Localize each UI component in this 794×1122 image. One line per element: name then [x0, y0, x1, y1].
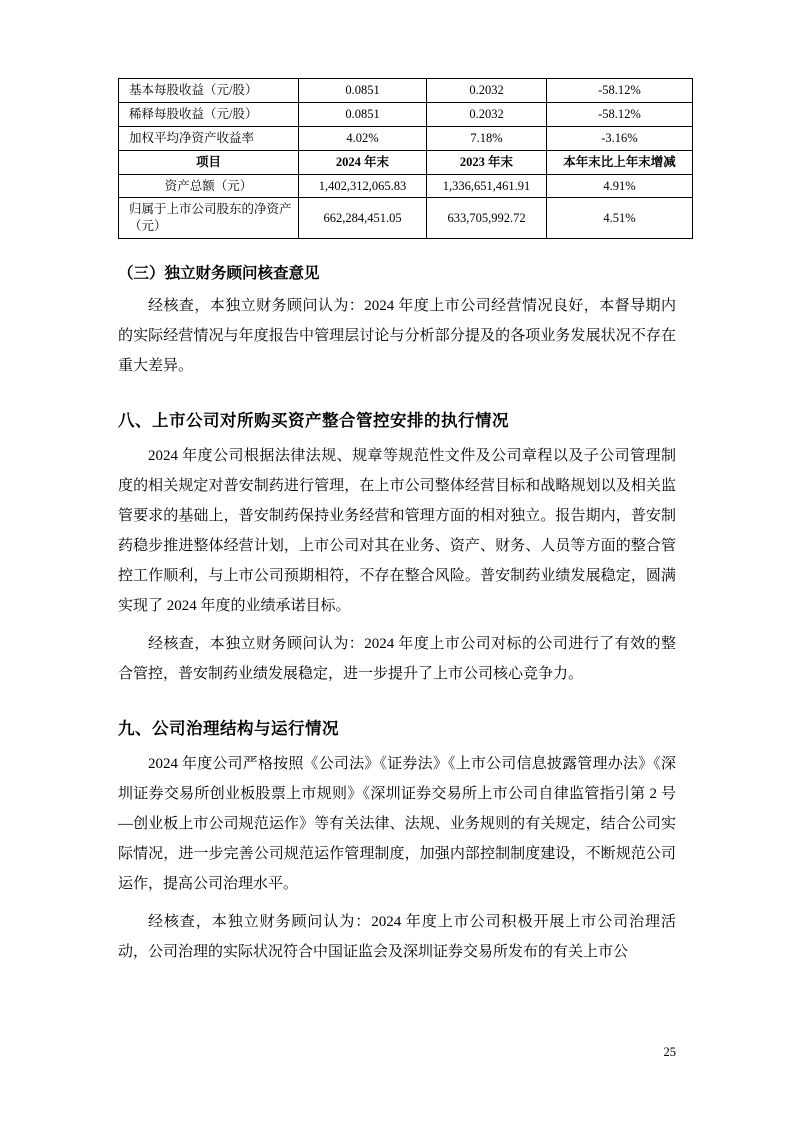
table-cell-label: 稀释每股收益（元/股）: [119, 102, 299, 126]
table-cell-label: 基本每股收益（元/股）: [119, 79, 299, 103]
table-cell-value: 7.18%: [427, 126, 547, 150]
table-cell-value: 633,705,992.72: [427, 198, 547, 239]
table-row: [119, 126, 693, 150]
table-header-row: [119, 150, 693, 174]
table-cell-value: 0.0851: [299, 79, 427, 103]
paragraph: 经核查，本独立财务顾问认为：2024 年度上市公司对标的公司进行了有效的整合管控，普安制药业绩发展稳定，进一步提升了上市公司核心竞争力。: [118, 636, 676, 683]
paragraph: 2024 年度公司严格按照《公司法》《证券法》《上市公司信息披露管理办法》《深圳证券交易所创业板股票上市规则》《深圳证券交易所上市公司自律监管指引第 2 号—创业板上市公司规范运作》等有关法律、法规、业务规则的有关规定，结合公司实际情况，进一步完善公司规范运作管理制度，加强内部控制制度建设，不断规范公司运作，提高公司治理水平。: [118, 756, 676, 893]
section-heading-eight: 八、上市公司对所购买资产整合管控安排的执行情况: [118, 412, 509, 431]
table-cell-value: 0.2032: [427, 102, 547, 126]
table-cell-value: 4.02%: [299, 126, 427, 150]
paragraph: 经核查，本独立财务顾问认为：2024 年度上市公司积极开展上市公司治理活动，公司治理的实际状况符合中国证监会及深圳证券交易所发布的有关上市公: [118, 914, 676, 961]
table-cell-label: 资产总额（元）: [119, 174, 299, 198]
table-header-cell: 本年末比上年末增减: [547, 150, 693, 174]
table-cell-value: -58.12%: [547, 102, 693, 126]
table-cell-value: 1,336,651,461.91: [427, 174, 547, 198]
paragraph: 2024 年度公司根据法律法规、规章等规范性文件及公司章程以及子公司管理制度的相关规定对普安制药进行管理，在上市公司整体经营目标和战略规划以及相关监管要求的基础上，普安制药保持业务经营和管理方面的相对独立。报告期内，普安制药稳步推进整体经营计划，上市公司对其在业务、资产、财务、人员等方面的整合管控工作顺利，与上市公司预期相符，不存在整合风险。普安制药业绩发展稳定，圆满实现了 2024 年度的业绩承诺目标。: [118, 448, 676, 615]
table-row: [119, 102, 693, 126]
table-cell-value: -58.12%: [547, 79, 693, 103]
paragraph: 经核查，本独立财务顾问认为：2024 年度上市公司经营情况良好，本督导期内的实际经营情况与年度报告中管理层讨论与分析部分提及的各项业务发展状况不存在重大差异。: [118, 298, 676, 375]
table-cell-value: 662,284,451.05: [299, 198, 427, 239]
page-number: 25: [663, 1045, 676, 1059]
table-header-cell: 2024 年末: [299, 150, 427, 174]
table-cell-value: 1,402,312,065.83: [299, 174, 427, 198]
table-cell-value: 4.51%: [547, 198, 693, 239]
financial-indicators-table: [118, 78, 693, 239]
table-cell-value: 0.0851: [299, 102, 427, 126]
section-heading-nine: 九、公司治理结构与运行情况: [118, 720, 339, 739]
table-cell-label: 归属于上市公司股东的净资产（元）: [119, 198, 299, 239]
table-header-cell: 项目: [119, 150, 299, 174]
section-heading-three: （三）独立财务顾问核查意见: [118, 265, 320, 283]
table-cell-value: -3.16%: [547, 126, 693, 150]
page-content: [118, 78, 676, 975]
table-row: [119, 174, 693, 198]
table-cell-label: 加权平均净资产收益率: [119, 126, 299, 150]
table-cell-value: 0.2032: [427, 79, 547, 103]
table-header-cell: 2023 年末: [427, 150, 547, 174]
table-cell-value: 4.91%: [547, 174, 693, 198]
table-row: [119, 198, 693, 239]
table-row: [119, 79, 693, 103]
